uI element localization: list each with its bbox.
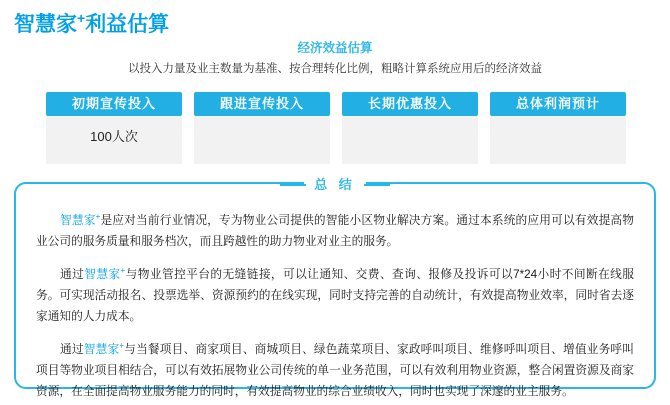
section-subtitle: 经济效益估算	[297, 41, 373, 55]
summary-title: 总 结	[304, 174, 366, 193]
summary-keyword-3	[83, 340, 124, 356]
metric-value-followup-promotion	[194, 116, 330, 164]
summary-paragraph-2	[36, 260, 634, 327]
summary-text-3: 与当餐项目、商家项目、商城项目、绿色蔬菜项目、家政呼叫项目、维修呼叫项目、增值业务呼叫项目等物业项目相结合，可以有效拓展物业公司传统的单一业务范围，可以有效利用物业资源，整合闲置资源及商家资源，在全面提高物业服务能力的同时，有效提高物业的综合业绩收入，同时也实现了深邃的业主服务。	[36, 342, 634, 398]
summary-prefix-3: 通过	[60, 342, 84, 356]
metric-label-initial-promotion: 初期宣传投入	[46, 92, 182, 116]
summary-text-2: 与物业管控平台的无缝链接，可以让通知、交费、查询、报修及投诉可以7*24小时不间断在线服务。可实现活动报名、投票选举、资源预约的在线实现，同时支持完善的自动统计，有效提高物业效率，同时省去逐家通知的人力成本。	[36, 267, 634, 323]
metric-label-longterm-discount: 长期优惠投入	[342, 92, 478, 116]
summary-keyword-text-2: 智慧家	[84, 267, 121, 281]
page-title-brand: 智慧家	[14, 13, 77, 36]
metric-value-longterm-discount	[342, 116, 478, 164]
summary-paragraph-3	[36, 335, 634, 402]
metric-card-total-profit	[490, 92, 626, 164]
metrics-row	[46, 92, 626, 164]
metric-card-followup-promotion	[194, 92, 330, 164]
summary-title-wrap	[16, 174, 654, 194]
summary-prefix-2: 通过	[60, 267, 85, 281]
summary-keyword-1	[60, 214, 100, 227]
summary-paragraph-1	[36, 206, 634, 252]
metric-card-initial-promotion	[46, 92, 182, 164]
page-title	[14, 8, 169, 38]
summary-body	[16, 184, 654, 402]
page-title-plus: +	[77, 10, 86, 26]
summary-keyword-sup-2: +	[120, 265, 126, 275]
summary-keyword-text-1: 智慧家	[60, 213, 96, 227]
summary-keyword-sup-3: +	[119, 340, 124, 350]
metric-label-followup-promotion: 跟进宣传投入	[194, 92, 330, 116]
summary-keyword-2	[84, 265, 126, 281]
metric-card-longterm-discount	[342, 92, 478, 164]
page-title-rest: 利益估算	[85, 13, 170, 36]
metric-label-total-profit: 总体利润预计	[490, 92, 626, 116]
summary-panel	[14, 177, 656, 398]
summary-keyword-sup-1: +	[95, 212, 101, 221]
summary-keyword-text-3: 智慧家	[83, 342, 120, 356]
metric-value-total-profit	[490, 116, 626, 164]
summary-text-1: 是应对当前行业情况，专为物业公司提供的智能小区物业解决方案。通过本系统的应用可以有效提高物业公司的服务质量和服务档次，而且跨越性的助力物业对业主的服务。	[36, 213, 634, 248]
section-description: 以投入力量及业主数量为基准、按合理转化比例，粗略计算系统应用后的经济效益	[128, 63, 542, 75]
metric-value-initial-promotion: 100人次	[46, 116, 182, 164]
